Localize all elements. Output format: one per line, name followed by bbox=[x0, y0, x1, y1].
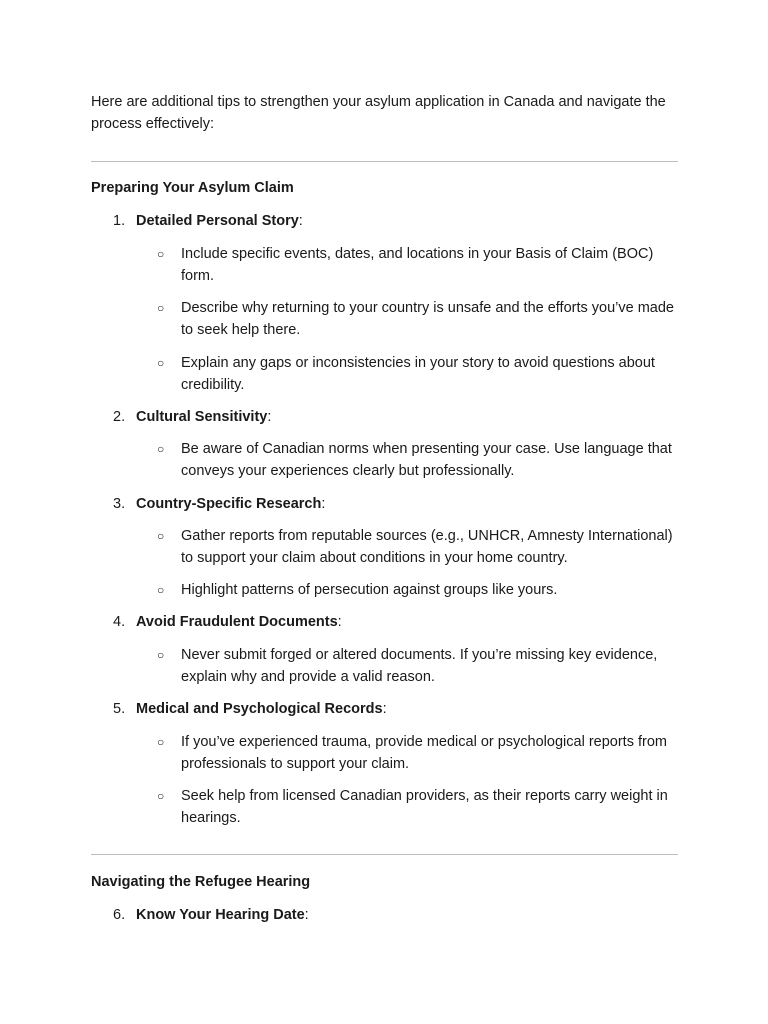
bullet-item bbox=[91, 785, 677, 829]
bullet-text: Gather reports from reputable sources (e.g., UNHCR, Amnesty International) to support your claim about conditions in your home country. bbox=[181, 528, 673, 566]
item-number: 2. bbox=[113, 409, 126, 425]
section-divider bbox=[91, 854, 678, 855]
item-title: Country-Specific Research bbox=[136, 496, 322, 512]
numbered-item bbox=[91, 904, 681, 926]
bullet-text: Include specific events, dates, and locations in your Basis of Claim (BOC) form. bbox=[181, 246, 654, 284]
bullet-circle-icon: ○ bbox=[157, 442, 165, 456]
item-colon: : bbox=[298, 213, 303, 229]
numbered-item bbox=[91, 406, 681, 428]
item-number: 3. bbox=[113, 496, 126, 512]
item-colon: : bbox=[337, 614, 342, 630]
bullet-text: If you’ve experienced trauma, provide medical or psychological reports from professionals to support your claim. bbox=[181, 734, 667, 772]
intro-paragraph: Here are additional tips to strengthen your asylum application in Canada and navigate the process effectively: bbox=[91, 94, 666, 132]
bullet-circle-icon: ○ bbox=[157, 648, 165, 662]
item-number: 4. bbox=[113, 614, 126, 630]
bullet-text: Never submit forged or altered documents. If you’re missing key evidence, explain why and provide a valid reason. bbox=[181, 647, 658, 685]
bullet-circle-icon: ○ bbox=[157, 356, 165, 370]
item-title: Medical and Psychological Records bbox=[136, 701, 383, 717]
item-colon: : bbox=[321, 496, 326, 512]
item-title: Detailed Personal Story bbox=[136, 213, 299, 229]
bullet-item bbox=[91, 243, 677, 287]
bullet-item bbox=[91, 525, 677, 569]
numbered-item bbox=[91, 698, 681, 720]
item-number: 6. bbox=[113, 907, 126, 923]
bullet-circle-icon: ○ bbox=[157, 583, 165, 597]
bullet-circle-icon: ○ bbox=[157, 247, 165, 261]
bullet-text: Describe why returning to your country is unsafe and the efforts you’ve made to seek help there. bbox=[181, 300, 674, 338]
bullet-item bbox=[91, 731, 677, 775]
item-colon: : bbox=[304, 907, 309, 923]
bullet-item bbox=[91, 352, 677, 396]
bullet-item bbox=[91, 644, 677, 688]
document-page bbox=[91, 91, 681, 926]
bullet-text: Be aware of Canadian norms when presenting your case. Use language that conveys your experiences clearly but professionally. bbox=[181, 441, 672, 479]
item-title: Know Your Hearing Date bbox=[136, 907, 305, 923]
bullet-text: Highlight patterns of persecution against groups like yours. bbox=[181, 582, 558, 598]
bullet-item bbox=[91, 438, 677, 482]
numbered-item bbox=[91, 493, 681, 515]
bullet-circle-icon: ○ bbox=[157, 735, 165, 749]
bullet-circle-icon: ○ bbox=[157, 529, 165, 543]
bullet-text: Explain any gaps or inconsistencies in your story to avoid questions about credibility. bbox=[181, 355, 655, 393]
section-heading: Navigating the Refugee Hearing bbox=[91, 874, 311, 890]
bullet-text: Seek help from licensed Canadian providers, as their reports carry weight in hearings. bbox=[181, 788, 668, 826]
section-heading: Preparing Your Asylum Claim bbox=[91, 180, 294, 196]
bullet-item bbox=[91, 297, 677, 341]
bullet-circle-icon: ○ bbox=[157, 301, 165, 315]
numbered-item bbox=[91, 611, 681, 633]
item-number: 5. bbox=[113, 701, 126, 717]
numbered-item bbox=[91, 210, 681, 232]
item-title: Avoid Fraudulent Documents bbox=[136, 614, 338, 630]
item-title: Cultural Sensitivity bbox=[136, 409, 268, 425]
item-colon: : bbox=[267, 409, 272, 425]
item-colon: : bbox=[382, 701, 387, 717]
section-divider bbox=[91, 161, 678, 162]
item-number: 1. bbox=[113, 213, 126, 229]
bullet-circle-icon: ○ bbox=[157, 789, 165, 803]
bullet-item bbox=[91, 579, 677, 601]
